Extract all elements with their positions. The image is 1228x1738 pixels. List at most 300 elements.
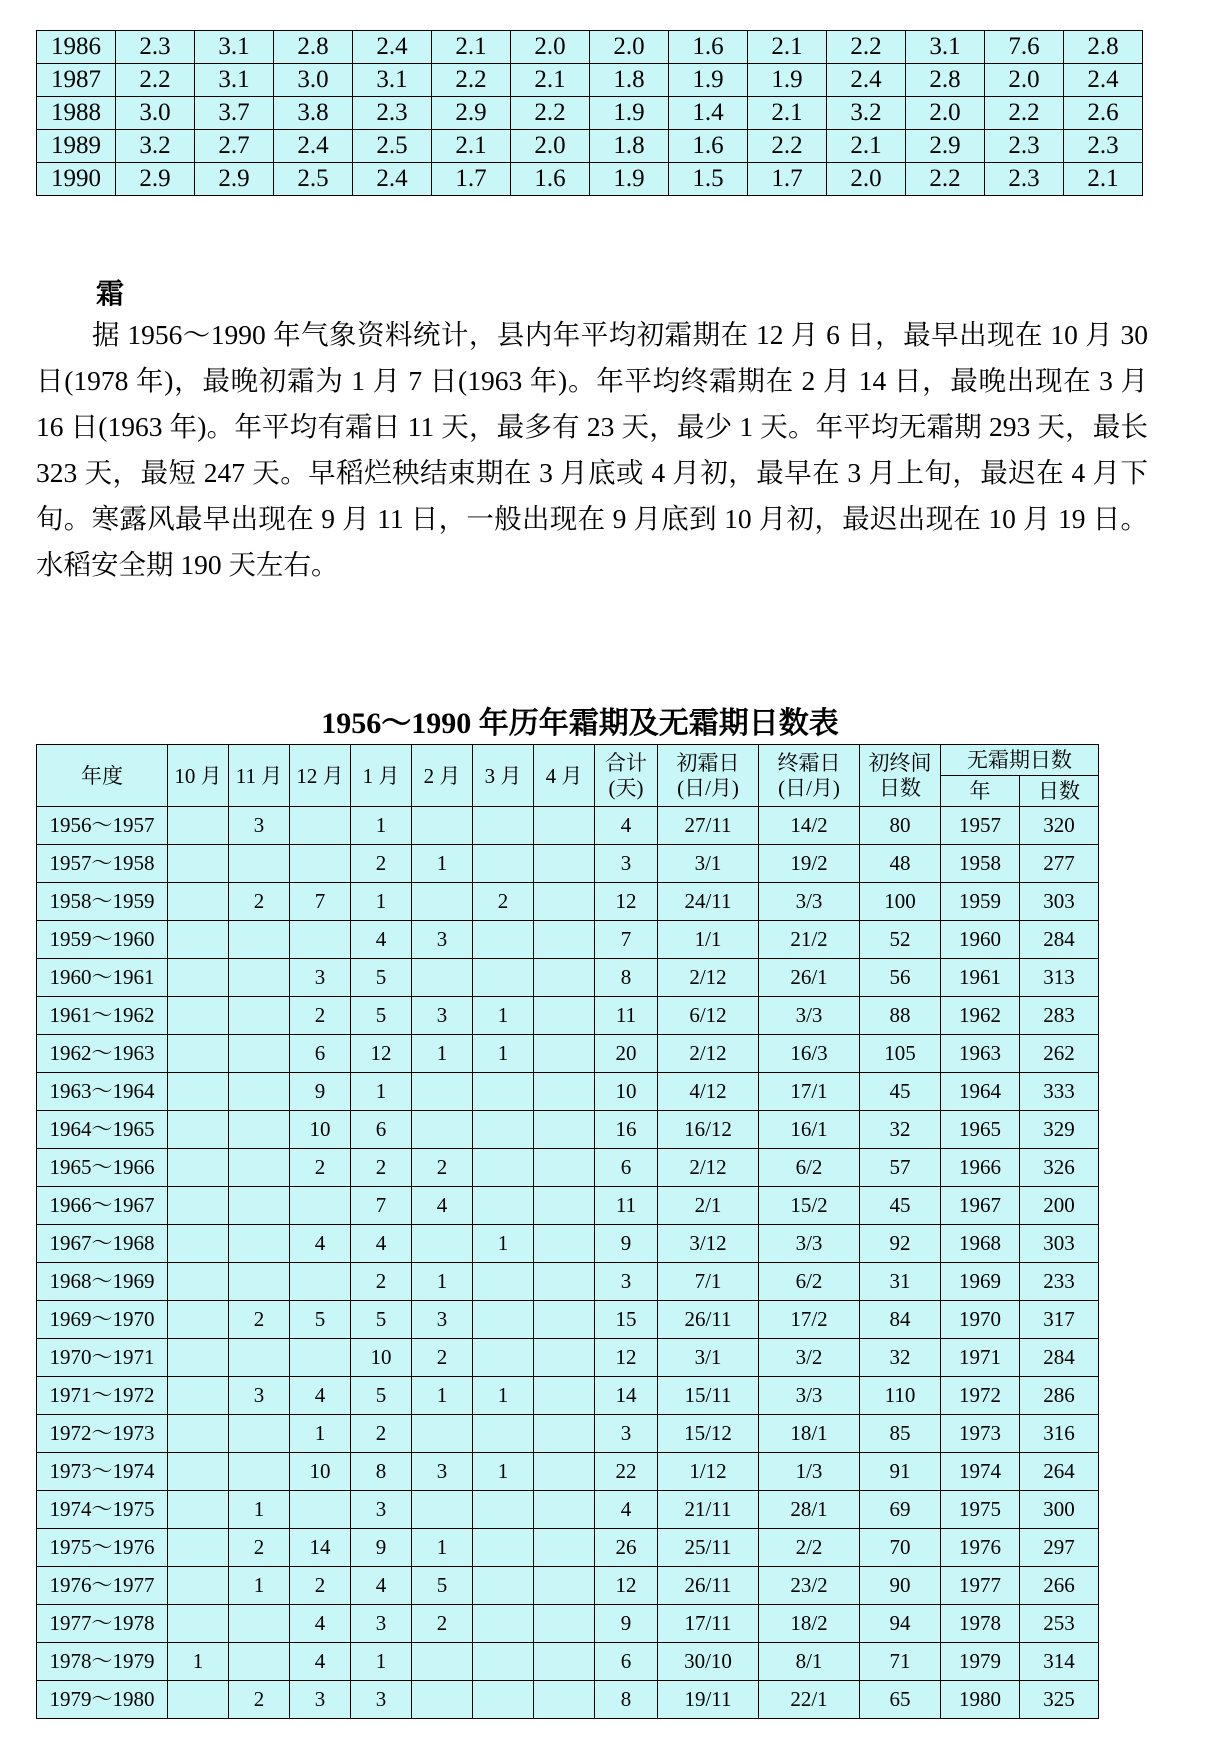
data-cell: 1.6 bbox=[669, 31, 748, 64]
cell-feb bbox=[412, 883, 473, 921]
cell-jan: 12 bbox=[351, 1035, 412, 1073]
cell-nov bbox=[229, 1111, 290, 1149]
table-row bbox=[37, 997, 1099, 1035]
cell-nov bbox=[229, 1035, 290, 1073]
cell-jan: 2 bbox=[351, 845, 412, 883]
data-cell: 1.8 bbox=[590, 130, 669, 163]
cell-total-days: 9 bbox=[595, 1605, 658, 1643]
cell-frostfree-year: 1957 bbox=[941, 807, 1020, 845]
row-period-cell: 1967～1968 bbox=[37, 1225, 168, 1263]
cell-frostfree-days: 320 bbox=[1020, 807, 1099, 845]
cell-jan: 7 bbox=[351, 1187, 412, 1225]
cell-first-frost-date: 2/1 bbox=[658, 1187, 759, 1225]
cell-last-frost-date: 2/2 bbox=[759, 1529, 860, 1567]
cell-frost-span-days: 80 bbox=[860, 807, 941, 845]
row-period-cell: 1977～1978 bbox=[37, 1605, 168, 1643]
cell-feb bbox=[412, 1681, 473, 1719]
cell-total-days: 7 bbox=[595, 921, 658, 959]
cell-nov bbox=[229, 1149, 290, 1187]
table-row bbox=[37, 1643, 1099, 1681]
cell-apr bbox=[534, 1339, 595, 1377]
row-period-cell: 1961～1962 bbox=[37, 997, 168, 1035]
header-frostfree-days: 日数 bbox=[1020, 776, 1099, 807]
table-row bbox=[37, 1149, 1099, 1187]
row-period-cell: 1974～1975 bbox=[37, 1491, 168, 1529]
cell-frostfree-year: 1971 bbox=[941, 1339, 1020, 1377]
header-total-days bbox=[595, 745, 658, 807]
row-period-cell: 1970～1971 bbox=[37, 1339, 168, 1377]
cell-frostfree-year: 1962 bbox=[941, 997, 1020, 1035]
cell-nov bbox=[229, 1453, 290, 1491]
cell-jan: 3 bbox=[351, 1605, 412, 1643]
cell-frostfree-year: 1970 bbox=[941, 1301, 1020, 1339]
row-period-cell: 1976～1977 bbox=[37, 1567, 168, 1605]
cell-total-days: 3 bbox=[595, 1263, 658, 1301]
cell-mar bbox=[473, 1567, 534, 1605]
cell-last-frost-date: 15/2 bbox=[759, 1187, 860, 1225]
data-cell: 2.9 bbox=[432, 97, 511, 130]
cell-jan: 6 bbox=[351, 1111, 412, 1149]
cell-apr bbox=[534, 1415, 595, 1453]
cell-total-days: 4 bbox=[595, 807, 658, 845]
cell-apr bbox=[534, 845, 595, 883]
cell-jan: 2 bbox=[351, 1263, 412, 1301]
cell-mar bbox=[473, 1187, 534, 1225]
cell-frost-span-days: 91 bbox=[860, 1453, 941, 1491]
frost-description-paragraph: 据 1956～1990 年气象资料统计，县内年平均初霜期在 12 月 6 日，最早出现在 10 月 30 日(1978 年)，最晚初霜为 1 月 7 日(1963 年)。年平均终霜期在 2 月 14 日，最晚出现在 3 月 16 日(1963 年)。年平均有霜日 11 天，最多有 23 天，最少 1 天。年平均无霜期 293 天，最长 323 天，最短 247 天。早稻烂秧结束期在 3 月底或 4 月初，最早在 3 月上旬，最迟在 4 月下旬。寒露风最早出现在 9 月 11 日，一般出现在 9 月底到 10 月初，最迟出现在 10 月 19 日。水稻安全期 190 天左右。 bbox=[36, 319, 1148, 580]
data-cell: 2.4 bbox=[274, 130, 353, 163]
data-cell: 2.0 bbox=[511, 31, 590, 64]
cell-frostfree-year: 1968 bbox=[941, 1225, 1020, 1263]
cell-first-frost-date: 2/12 bbox=[658, 959, 759, 997]
data-cell: 1.6 bbox=[511, 163, 590, 196]
cell-dec: 9 bbox=[290, 1073, 351, 1111]
cell-first-frost-date: 25/11 bbox=[658, 1529, 759, 1567]
cell-dec: 2 bbox=[290, 997, 351, 1035]
cell-nov: 2 bbox=[229, 883, 290, 921]
cell-jan: 4 bbox=[351, 921, 412, 959]
cell-total-days: 26 bbox=[595, 1529, 658, 1567]
data-cell: 3.1 bbox=[353, 64, 432, 97]
cell-dec: 4 bbox=[290, 1225, 351, 1263]
data-cell: 2.0 bbox=[511, 130, 590, 163]
cell-total-days: 4 bbox=[595, 1491, 658, 1529]
cell-first-frost-date: 26/11 bbox=[658, 1301, 759, 1339]
table-row bbox=[37, 1415, 1099, 1453]
cell-total-days: 22 bbox=[595, 1453, 658, 1491]
cell-frostfree-days: 264 bbox=[1020, 1453, 1099, 1491]
row-period-cell: 1964～1965 bbox=[37, 1111, 168, 1149]
cell-frost-span-days: 88 bbox=[860, 997, 941, 1035]
data-cell: 3.0 bbox=[274, 64, 353, 97]
table-row bbox=[37, 959, 1099, 997]
cell-first-frost-date: 4/12 bbox=[658, 1073, 759, 1111]
cell-apr bbox=[534, 997, 595, 1035]
table-row bbox=[37, 921, 1099, 959]
row-period-cell: 1957～1958 bbox=[37, 845, 168, 883]
data-cell: 2.8 bbox=[906, 64, 985, 97]
cell-jan: 2 bbox=[351, 1415, 412, 1453]
row-period-cell: 1963～1964 bbox=[37, 1073, 168, 1111]
data-cell: 2.0 bbox=[827, 163, 906, 196]
cell-frost-span-days: 32 bbox=[860, 1339, 941, 1377]
cell-last-frost-date: 26/1 bbox=[759, 959, 860, 997]
cell-oct bbox=[168, 1453, 229, 1491]
data-cell: 3.1 bbox=[195, 31, 274, 64]
cell-feb: 3 bbox=[412, 1301, 473, 1339]
cell-frost-span-days: 69 bbox=[860, 1491, 941, 1529]
cell-nov bbox=[229, 1073, 290, 1111]
cell-frost-span-days: 31 bbox=[860, 1263, 941, 1301]
cell-frostfree-year: 1966 bbox=[941, 1149, 1020, 1187]
data-cell: 2.0 bbox=[590, 31, 669, 64]
data-cell: 2.1 bbox=[827, 130, 906, 163]
data-cell: 2.9 bbox=[116, 163, 195, 196]
table-row bbox=[37, 1035, 1099, 1073]
data-cell: 2.1 bbox=[1064, 163, 1143, 196]
cell-nov: 2 bbox=[229, 1529, 290, 1567]
cell-total-days: 12 bbox=[595, 883, 658, 921]
cell-jan: 5 bbox=[351, 997, 412, 1035]
row-period-cell: 1965～1966 bbox=[37, 1149, 168, 1187]
cell-frostfree-days: 286 bbox=[1020, 1377, 1099, 1415]
cell-mar bbox=[473, 845, 534, 883]
cell-dec: 4 bbox=[290, 1605, 351, 1643]
cell-jan: 1 bbox=[351, 807, 412, 845]
table-row bbox=[37, 807, 1099, 845]
cell-frost-span-days: 56 bbox=[860, 959, 941, 997]
cell-mar bbox=[473, 1605, 534, 1643]
cell-first-frost-date: 21/11 bbox=[658, 1491, 759, 1529]
cell-last-frost-date: 19/2 bbox=[759, 845, 860, 883]
cell-first-frost-date: 19/11 bbox=[658, 1681, 759, 1719]
cell-total-days: 16 bbox=[595, 1111, 658, 1149]
cell-oct bbox=[168, 1225, 229, 1263]
cell-mar bbox=[473, 1415, 534, 1453]
table-row bbox=[37, 1339, 1099, 1377]
cell-first-frost-date: 1/12 bbox=[658, 1453, 759, 1491]
cell-mar bbox=[473, 1643, 534, 1681]
data-cell: 2.2 bbox=[906, 163, 985, 196]
row-period-cell: 1971～1972 bbox=[37, 1377, 168, 1415]
data-cell: 2.1 bbox=[432, 31, 511, 64]
cell-frostfree-days: 277 bbox=[1020, 845, 1099, 883]
cell-nov bbox=[229, 1643, 290, 1681]
data-cell: 2.6 bbox=[1064, 97, 1143, 130]
cell-feb: 3 bbox=[412, 921, 473, 959]
cell-nov bbox=[229, 1225, 290, 1263]
cell-apr bbox=[534, 959, 595, 997]
cell-mar: 1 bbox=[473, 1225, 534, 1263]
data-cell: 2.5 bbox=[274, 163, 353, 196]
table-row bbox=[37, 64, 1143, 97]
cell-mar bbox=[473, 1681, 534, 1719]
cell-last-frost-date: 3/3 bbox=[759, 1377, 860, 1415]
cell-frost-span-days: 110 bbox=[860, 1377, 941, 1415]
cell-jan: 1 bbox=[351, 883, 412, 921]
cell-frostfree-days: 303 bbox=[1020, 883, 1099, 921]
cell-last-frost-date: 17/2 bbox=[759, 1301, 860, 1339]
cell-feb bbox=[412, 1225, 473, 1263]
cell-dec: 5 bbox=[290, 1301, 351, 1339]
header-first-frost-date bbox=[658, 745, 759, 807]
cell-last-frost-date: 16/3 bbox=[759, 1035, 860, 1073]
cell-last-frost-date: 3/2 bbox=[759, 1339, 860, 1377]
cell-apr bbox=[534, 1111, 595, 1149]
cell-frostfree-days: 284 bbox=[1020, 1339, 1099, 1377]
cell-last-frost-date: 16/1 bbox=[759, 1111, 860, 1149]
cell-dec: 2 bbox=[290, 1149, 351, 1187]
data-cell: 1.7 bbox=[432, 163, 511, 196]
cell-dec: 7 bbox=[290, 883, 351, 921]
cell-apr bbox=[534, 921, 595, 959]
cell-feb bbox=[412, 959, 473, 997]
cell-dec: 3 bbox=[290, 1681, 351, 1719]
cell-frost-span-days: 105 bbox=[860, 1035, 941, 1073]
data-cell: 2.9 bbox=[195, 163, 274, 196]
cell-feb: 1 bbox=[412, 845, 473, 883]
cell-nov bbox=[229, 997, 290, 1035]
cell-last-frost-date: 3/3 bbox=[759, 997, 860, 1035]
cell-last-frost-date: 28/1 bbox=[759, 1491, 860, 1529]
cell-frost-span-days: 45 bbox=[860, 1073, 941, 1111]
row-period-cell: 1966～1967 bbox=[37, 1187, 168, 1225]
cell-feb: 1 bbox=[412, 1035, 473, 1073]
cell-total-days: 8 bbox=[595, 959, 658, 997]
cell-mar bbox=[473, 1301, 534, 1339]
cell-frostfree-year: 1977 bbox=[941, 1567, 1020, 1605]
cell-dec bbox=[290, 1339, 351, 1377]
cell-apr bbox=[534, 1263, 595, 1301]
cell-frost-span-days: 92 bbox=[860, 1225, 941, 1263]
cell-oct bbox=[168, 997, 229, 1035]
cell-first-frost-date: 3/12 bbox=[658, 1225, 759, 1263]
data-cell: 1.6 bbox=[669, 130, 748, 163]
cell-last-frost-date: 22/1 bbox=[759, 1681, 860, 1719]
data-cell: 2.0 bbox=[906, 97, 985, 130]
cell-mar bbox=[473, 1339, 534, 1377]
cell-first-frost-date: 2/12 bbox=[658, 1035, 759, 1073]
cell-frostfree-days: 253 bbox=[1020, 1605, 1099, 1643]
cell-feb: 2 bbox=[412, 1339, 473, 1377]
cell-oct bbox=[168, 1187, 229, 1225]
cell-dec: 2 bbox=[290, 1567, 351, 1605]
cell-first-frost-date: 6/12 bbox=[658, 997, 759, 1035]
cell-last-frost-date: 6/2 bbox=[759, 1263, 860, 1301]
cell-oct bbox=[168, 1301, 229, 1339]
cell-mar bbox=[473, 1149, 534, 1187]
cell-frostfree-year: 1967 bbox=[941, 1187, 1020, 1225]
cell-total-days: 6 bbox=[595, 1149, 658, 1187]
table-row bbox=[37, 1605, 1099, 1643]
temperature-table bbox=[36, 30, 1143, 196]
cell-first-frost-date: 26/11 bbox=[658, 1567, 759, 1605]
data-cell: 2.2 bbox=[827, 31, 906, 64]
cell-frostfree-days: 313 bbox=[1020, 959, 1099, 997]
cell-apr bbox=[534, 1225, 595, 1263]
cell-nov bbox=[229, 1605, 290, 1643]
cell-mar bbox=[473, 959, 534, 997]
row-period-cell: 1962～1963 bbox=[37, 1035, 168, 1073]
cell-frostfree-days: 325 bbox=[1020, 1681, 1099, 1719]
cell-dec bbox=[290, 921, 351, 959]
cell-oct bbox=[168, 1035, 229, 1073]
cell-frostfree-days: 317 bbox=[1020, 1301, 1099, 1339]
cell-oct bbox=[168, 959, 229, 997]
cell-jan: 4 bbox=[351, 1567, 412, 1605]
cell-frostfree-days: 283 bbox=[1020, 997, 1099, 1035]
row-year-cell: 1988 bbox=[37, 97, 116, 130]
row-year-cell: 1989 bbox=[37, 130, 116, 163]
cell-frost-span-days: 65 bbox=[860, 1681, 941, 1719]
row-period-cell: 1979～1980 bbox=[37, 1681, 168, 1719]
header-month-1: 10 月 bbox=[168, 745, 229, 807]
header-frostfree-year: 年 bbox=[941, 776, 1020, 807]
header-month-5: 2 月 bbox=[412, 745, 473, 807]
cell-frostfree-year: 1969 bbox=[941, 1263, 1020, 1301]
cell-feb: 3 bbox=[412, 1453, 473, 1491]
data-cell: 3.1 bbox=[906, 31, 985, 64]
cell-feb: 1 bbox=[412, 1263, 473, 1301]
data-cell: 2.3 bbox=[985, 163, 1064, 196]
row-period-cell: 1972～1973 bbox=[37, 1415, 168, 1453]
header-first-frost-date-line-2: (日/月) bbox=[677, 775, 739, 800]
data-cell: 2.3 bbox=[116, 31, 195, 64]
cell-feb bbox=[412, 807, 473, 845]
cell-mar bbox=[473, 1491, 534, 1529]
cell-feb: 3 bbox=[412, 997, 473, 1035]
cell-oct: 1 bbox=[168, 1643, 229, 1681]
cell-feb: 5 bbox=[412, 1567, 473, 1605]
table-row bbox=[37, 1567, 1099, 1605]
cell-total-days: 3 bbox=[595, 1415, 658, 1453]
cell-first-frost-date: 3/1 bbox=[658, 1339, 759, 1377]
cell-nov: 1 bbox=[229, 1567, 290, 1605]
cell-apr bbox=[534, 1567, 595, 1605]
cell-last-frost-date: 21/2 bbox=[759, 921, 860, 959]
cell-nov bbox=[229, 921, 290, 959]
cell-feb bbox=[412, 1491, 473, 1529]
frost-table-container bbox=[36, 744, 1099, 1719]
table-row bbox=[37, 845, 1099, 883]
cell-apr bbox=[534, 1187, 595, 1225]
data-cell: 2.2 bbox=[511, 97, 590, 130]
data-cell: 2.3 bbox=[1064, 130, 1143, 163]
cell-mar: 1 bbox=[473, 1377, 534, 1415]
cell-feb: 1 bbox=[412, 1529, 473, 1567]
section-heading-frost: 霜 bbox=[96, 279, 125, 310]
frost-period-table bbox=[36, 744, 1099, 1719]
cell-dec: 14 bbox=[290, 1529, 351, 1567]
cell-jan: 4 bbox=[351, 1225, 412, 1263]
data-cell: 3.2 bbox=[827, 97, 906, 130]
data-cell: 3.0 bbox=[116, 97, 195, 130]
cell-apr bbox=[534, 1529, 595, 1567]
cell-frostfree-year: 1963 bbox=[941, 1035, 1020, 1073]
header-frostfree-group: 无霜期日数 bbox=[941, 745, 1099, 776]
cell-dec: 10 bbox=[290, 1111, 351, 1149]
cell-frostfree-days: 300 bbox=[1020, 1491, 1099, 1529]
table-row bbox=[37, 1187, 1099, 1225]
cell-oct bbox=[168, 1567, 229, 1605]
cell-mar bbox=[473, 1263, 534, 1301]
data-cell: 3.8 bbox=[274, 97, 353, 130]
cell-mar bbox=[473, 807, 534, 845]
header-first-frost-date-line-1: 初霜日 bbox=[676, 750, 740, 775]
cell-feb: 2 bbox=[412, 1149, 473, 1187]
cell-frost-span-days: 57 bbox=[860, 1149, 941, 1187]
table-row bbox=[37, 1225, 1099, 1263]
table-row bbox=[37, 97, 1143, 130]
data-cell: 1.9 bbox=[669, 64, 748, 97]
cell-oct bbox=[168, 1149, 229, 1187]
header-last-frost-date-line-1: 终霜日 bbox=[777, 750, 841, 775]
cell-dec: 4 bbox=[290, 1377, 351, 1415]
cell-feb: 1 bbox=[412, 1377, 473, 1415]
cell-total-days: 12 bbox=[595, 1567, 658, 1605]
cell-feb: 4 bbox=[412, 1187, 473, 1225]
row-period-cell: 1968～1969 bbox=[37, 1263, 168, 1301]
cell-mar: 2 bbox=[473, 883, 534, 921]
cell-frostfree-days: 326 bbox=[1020, 1149, 1099, 1187]
cell-total-days: 20 bbox=[595, 1035, 658, 1073]
cell-nov: 2 bbox=[229, 1301, 290, 1339]
cell-mar bbox=[473, 1529, 534, 1567]
cell-frostfree-days: 316 bbox=[1020, 1415, 1099, 1453]
cell-apr bbox=[534, 883, 595, 921]
cell-mar: 1 bbox=[473, 1035, 534, 1073]
cell-oct bbox=[168, 1491, 229, 1529]
cell-feb bbox=[412, 1643, 473, 1681]
cell-first-frost-date: 27/11 bbox=[658, 807, 759, 845]
cell-oct bbox=[168, 1681, 229, 1719]
cell-jan: 5 bbox=[351, 959, 412, 997]
table-header-row-1 bbox=[37, 745, 1099, 776]
cell-frost-span-days: 71 bbox=[860, 1643, 941, 1681]
cell-frostfree-days: 333 bbox=[1020, 1073, 1099, 1111]
data-cell: 2.2 bbox=[985, 97, 1064, 130]
row-period-cell: 1973～1974 bbox=[37, 1453, 168, 1491]
cell-nov bbox=[229, 959, 290, 997]
header-month-4: 1 月 bbox=[351, 745, 412, 807]
data-cell: 1.5 bbox=[669, 163, 748, 196]
cell-oct bbox=[168, 1529, 229, 1567]
data-cell: 2.7 bbox=[195, 130, 274, 163]
cell-oct bbox=[168, 1339, 229, 1377]
cell-mar bbox=[473, 921, 534, 959]
cell-last-frost-date: 18/2 bbox=[759, 1605, 860, 1643]
cell-frost-span-days: 100 bbox=[860, 883, 941, 921]
row-period-cell: 1956～1957 bbox=[37, 807, 168, 845]
cell-apr bbox=[534, 807, 595, 845]
row-year-cell: 1987 bbox=[37, 64, 116, 97]
cell-frostfree-days: 303 bbox=[1020, 1225, 1099, 1263]
cell-frostfree-year: 1973 bbox=[941, 1415, 1020, 1453]
table-row bbox=[37, 1529, 1099, 1567]
table-row bbox=[37, 163, 1143, 196]
cell-apr bbox=[534, 1453, 595, 1491]
cell-apr bbox=[534, 1301, 595, 1339]
cell-feb: 2 bbox=[412, 1605, 473, 1643]
cell-total-days: 3 bbox=[595, 845, 658, 883]
cell-frostfree-year: 1959 bbox=[941, 883, 1020, 921]
cell-apr bbox=[534, 1681, 595, 1719]
data-cell: 2.3 bbox=[985, 130, 1064, 163]
cell-dec: 1 bbox=[290, 1415, 351, 1453]
cell-apr bbox=[534, 1035, 595, 1073]
cell-dec: 10 bbox=[290, 1453, 351, 1491]
cell-dec: 3 bbox=[290, 959, 351, 997]
